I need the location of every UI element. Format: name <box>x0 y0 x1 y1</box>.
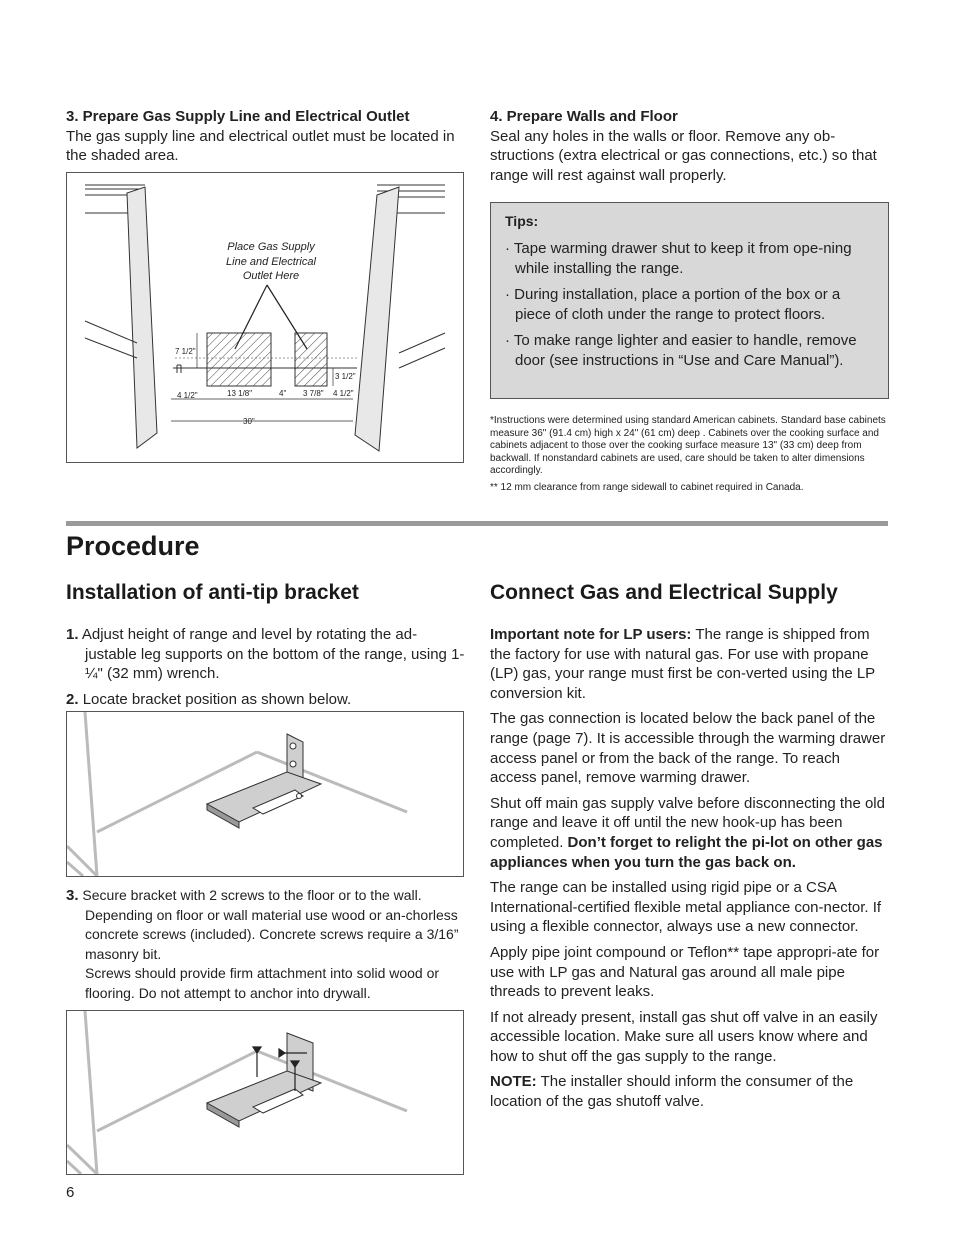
section-3-body: The gas supply line and electrical outlet must be located in the shaded area. <box>66 127 455 165</box>
callout-line-2: Line and Electrical <box>226 256 316 268</box>
lp-note-label: Important note for LP users: <box>490 626 692 643</box>
connect-body <box>490 625 888 1112</box>
dim-3-7-8: 3 7/8" <box>303 389 324 398</box>
step-1-text: Adjust height of range and level by rotating the ad-justable leg supports on the bottom of the range, using 1-¼" (32 mm) wrench. <box>81 626 465 683</box>
step-2-number: 2. <box>66 690 79 708</box>
step-3-text-b: Screws should provide firm attachment into solid wood or flooring. Do not attempt to anchor into drywall. <box>85 965 440 1001</box>
bracket-screws-svg <box>67 1011 463 1174</box>
connect-para-5: Apply pipe joint compound or Teflon** tape appropri-ate for use with LP gas and Natural gas around all male pipe threads to prevent leaks. <box>490 943 880 1001</box>
footnote-2: ** 12 mm clearance from range sidewall to cabinet required in Canada. <box>490 482 804 493</box>
dim-30: 30" <box>243 417 255 426</box>
section-4 <box>490 107 888 185</box>
section-3 <box>66 107 466 166</box>
step-1-number: 1. <box>66 626 79 643</box>
gas-zone-left <box>207 333 271 368</box>
connect-para-3-text: Shut off main gas supply valve before disconnecting the old range and leave it off until the new hook-up has been completed. <box>490 794 885 851</box>
step-3 <box>66 886 466 1004</box>
note-label: NOTE: <box>490 1073 537 1091</box>
dim-4-1-2-left: 4 1/2" <box>177 391 198 400</box>
anti-tip-heading: Installation of anti-tip bracket <box>66 581 359 604</box>
bracket-screws-diagram <box>66 1010 464 1175</box>
step-2 <box>66 690 466 710</box>
connect-para-1-text: The range is shipped from the factory for use with natural gas. For use with propane (LP) gas, your range must first be con-verted using the LP conversion kit. <box>490 626 875 702</box>
bracket-position-diagram <box>66 711 464 877</box>
connect-para-2: The gas connection is located below the back panel of the range (page 7). It is accessible through the warming drawer access panel or from the back of the range. To reach access panel, remove warming drawer. <box>490 710 886 787</box>
tip-item: · Tape warming drawer shut to keep it from ope-ning while installing the range. <box>505 240 852 277</box>
section-3-heading: 3. Prepare Gas Supply Line and Electrical Outlet <box>66 108 410 125</box>
procedure-title: Procedure <box>66 531 200 561</box>
connect-para-7 <box>490 1072 888 1111</box>
anti-tip-steps <box>66 625 466 709</box>
tip-item: · To make range lighter and easier to handle, remove door (see instructions in “Use and Care Manual”). <box>505 332 857 369</box>
anti-tip-bracket <box>207 1033 321 1127</box>
gas-supply-diagram <box>66 172 464 463</box>
footnote-1: *Instructions were determined using standard American cabinets. Standard base cabinets measure 36" (91.4 cm) high x 24" (61 cm) deep . Cabinets over the cooking surface and cabinets adjacent to those over the cooking surface measure 13" (33 cm) deep from backwall. If nonstandard cabinets are used, care should be taken to alter dimensions accordingly. <box>490 415 886 477</box>
connect-para-4: The range can be installed using rigid pipe or a CSA International-certified flexible metal appliance con-nector. If using a flexible connector, always use a new connector. <box>490 879 882 936</box>
connect-para-6: If not already present, install gas shut off valve in an easily accessible location. Make sure all users know where and how to shut off the gas supply to the range. <box>490 1008 878 1065</box>
dim-13-1-8: 13 1/8" <box>227 389 253 398</box>
step-3-number: 3. <box>66 887 79 904</box>
relight-warning: Don’t forget to relight the pi-lot on other gas appliances when you turn the gas back on. <box>490 833 883 871</box>
dim-3-1-2: 3 1/2" <box>335 372 356 381</box>
connect-para-3 <box>490 794 888 872</box>
tip-item: · During installation, place a portion of the box or a piece of cloth under the range to protect floors. <box>505 286 841 323</box>
bracket-diagram-svg <box>67 712 463 876</box>
right-cabinet <box>355 185 445 451</box>
step-2-text: Locate bracket position as shown below. <box>82 690 352 708</box>
page-number: 6 <box>66 1184 75 1201</box>
step-1 <box>66 625 466 684</box>
dim-7-1-2: 7 1/2" <box>175 347 196 356</box>
dim-4-1-2-right: 4 1/2" <box>333 389 354 398</box>
step-3-text-a: Secure bracket with 2 screws to the floor or to the wall. Depending on floor or wall material use wood or an-chorless concrete screws (included). Concrete screws require a 3/16” masonry bit. <box>82 887 459 962</box>
connect-heading: Connect Gas and Electrical Supply <box>490 581 838 604</box>
section-4-heading: 4. Prepare Walls and Floor <box>490 108 678 125</box>
left-cabinet <box>85 185 157 448</box>
dim-4: 4" <box>279 389 287 398</box>
section-4-body: Seal any holes in the walls or floor. Remove any ob-structions (extra electrical or gas connections, etc.) so that range will rest against wall properly. <box>490 127 877 184</box>
callout-line-3: Outlet Here <box>242 270 300 282</box>
callout-line-1: Place Gas Supply <box>227 241 315 253</box>
tips-title: Tips: <box>505 213 539 229</box>
gas-supply-diagram-svg <box>67 173 463 462</box>
connect-para-7-text: The installer should inform the consumer of the location of the gas shutoff valve. <box>490 1073 854 1111</box>
tips-box <box>490 202 889 399</box>
step-3-para-a <box>66 886 466 964</box>
anti-tip-bracket <box>207 734 321 828</box>
section-divider <box>66 521 888 526</box>
connect-para-1 <box>490 625 888 703</box>
